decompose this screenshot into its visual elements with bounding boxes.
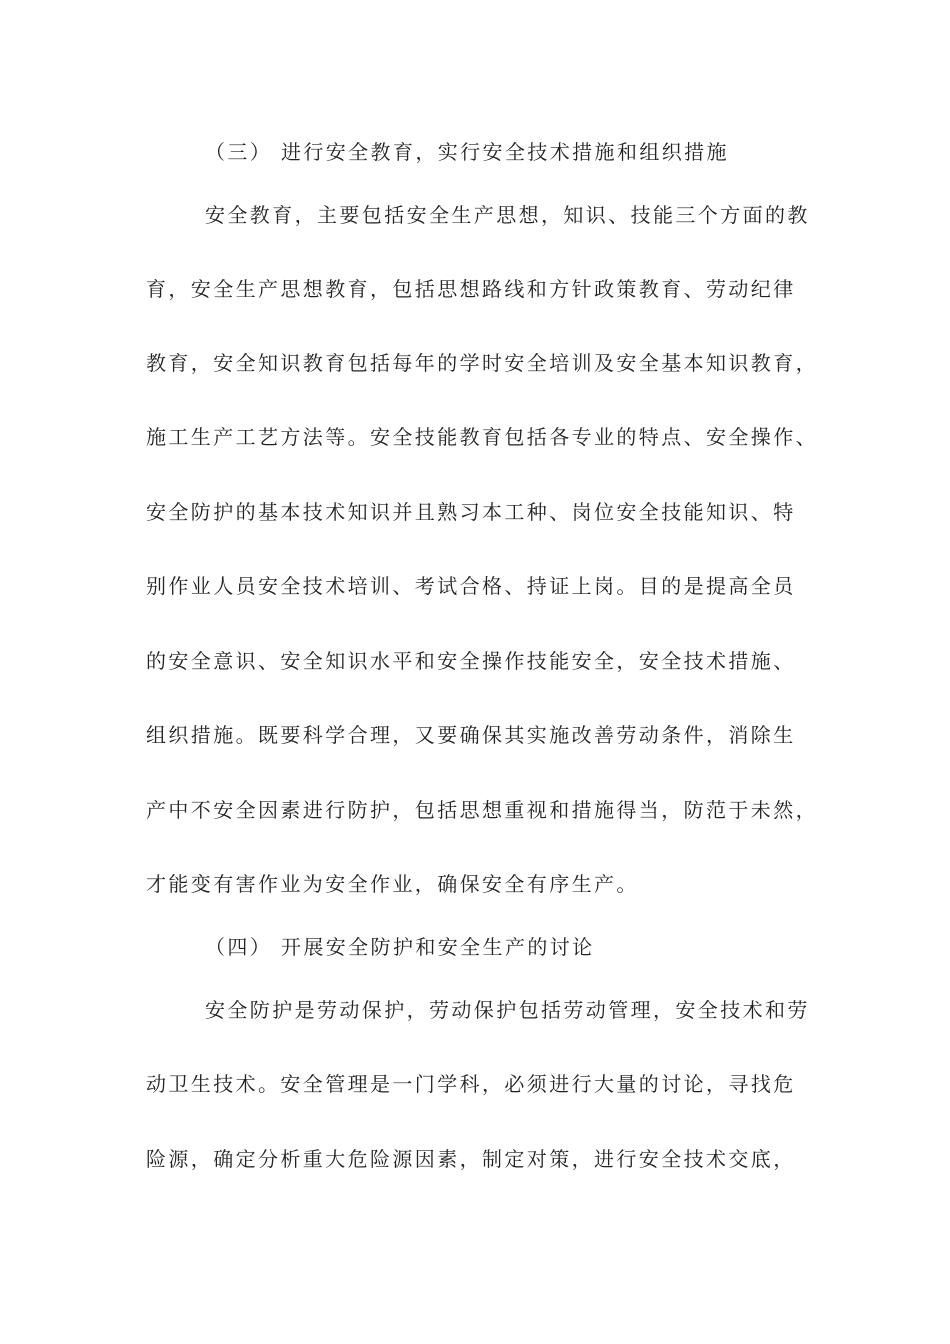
- section-4-line-3: 险源，确定分析重大危险源因素，制定对策，进行安全技术交底，: [146, 1147, 796, 1171]
- section-3-line-6: 别作业人员安全技术培训、考试合格、持证上岗。目的是提高全员: [146, 574, 796, 598]
- section-4-heading: （四） 开展安全防护和安全生产的讨论: [205, 935, 595, 959]
- section-3-line-5: 安全防护的基本技术知识并且熟习本工种、岗位安全技能知识、特: [146, 500, 796, 524]
- section-4-line-1: 安全防护是劳动保护，劳动保护包括劳动管理，安全技术和劳: [205, 998, 810, 1022]
- section-3-heading: （三） 进行安全教育，实行安全技术措施和组织措施: [205, 140, 729, 164]
- section-3-line-10: 才能变有害作业为安全作业，确保安全有序生产。: [146, 872, 639, 896]
- section-3-line-4: 施工生产工艺方法等。安全技能教育包括各专业的特点、安全操作、: [146, 425, 818, 449]
- section-3-line-7: 的安全意识、安全知识水平和安全操作技能安全，安全技术措施、: [146, 649, 796, 673]
- section-3-line-3: 教育，安全知识教育包括每年的学时安全培训及安全基本知识教育，: [146, 351, 818, 375]
- section-3-line-9: 产中不安全因素进行防护，包括思想重视和措施得当，防范于未然，: [146, 798, 818, 822]
- section-3-line-8: 组织措施。既要科学合理，又要确保其实施改善劳动条件，消除生: [146, 723, 796, 747]
- section-4-line-2: 动卫生技术。安全管理是一门学科，必须进行大量的讨论，寻找危: [146, 1072, 796, 1096]
- section-3-line-1: 安全教育，主要包括安全生产思想，知识、技能三个方面的教: [205, 203, 810, 227]
- section-3-line-2: 育，安全生产思想教育，包括思想路线和方针政策教育、劳动纪律: [146, 277, 796, 301]
